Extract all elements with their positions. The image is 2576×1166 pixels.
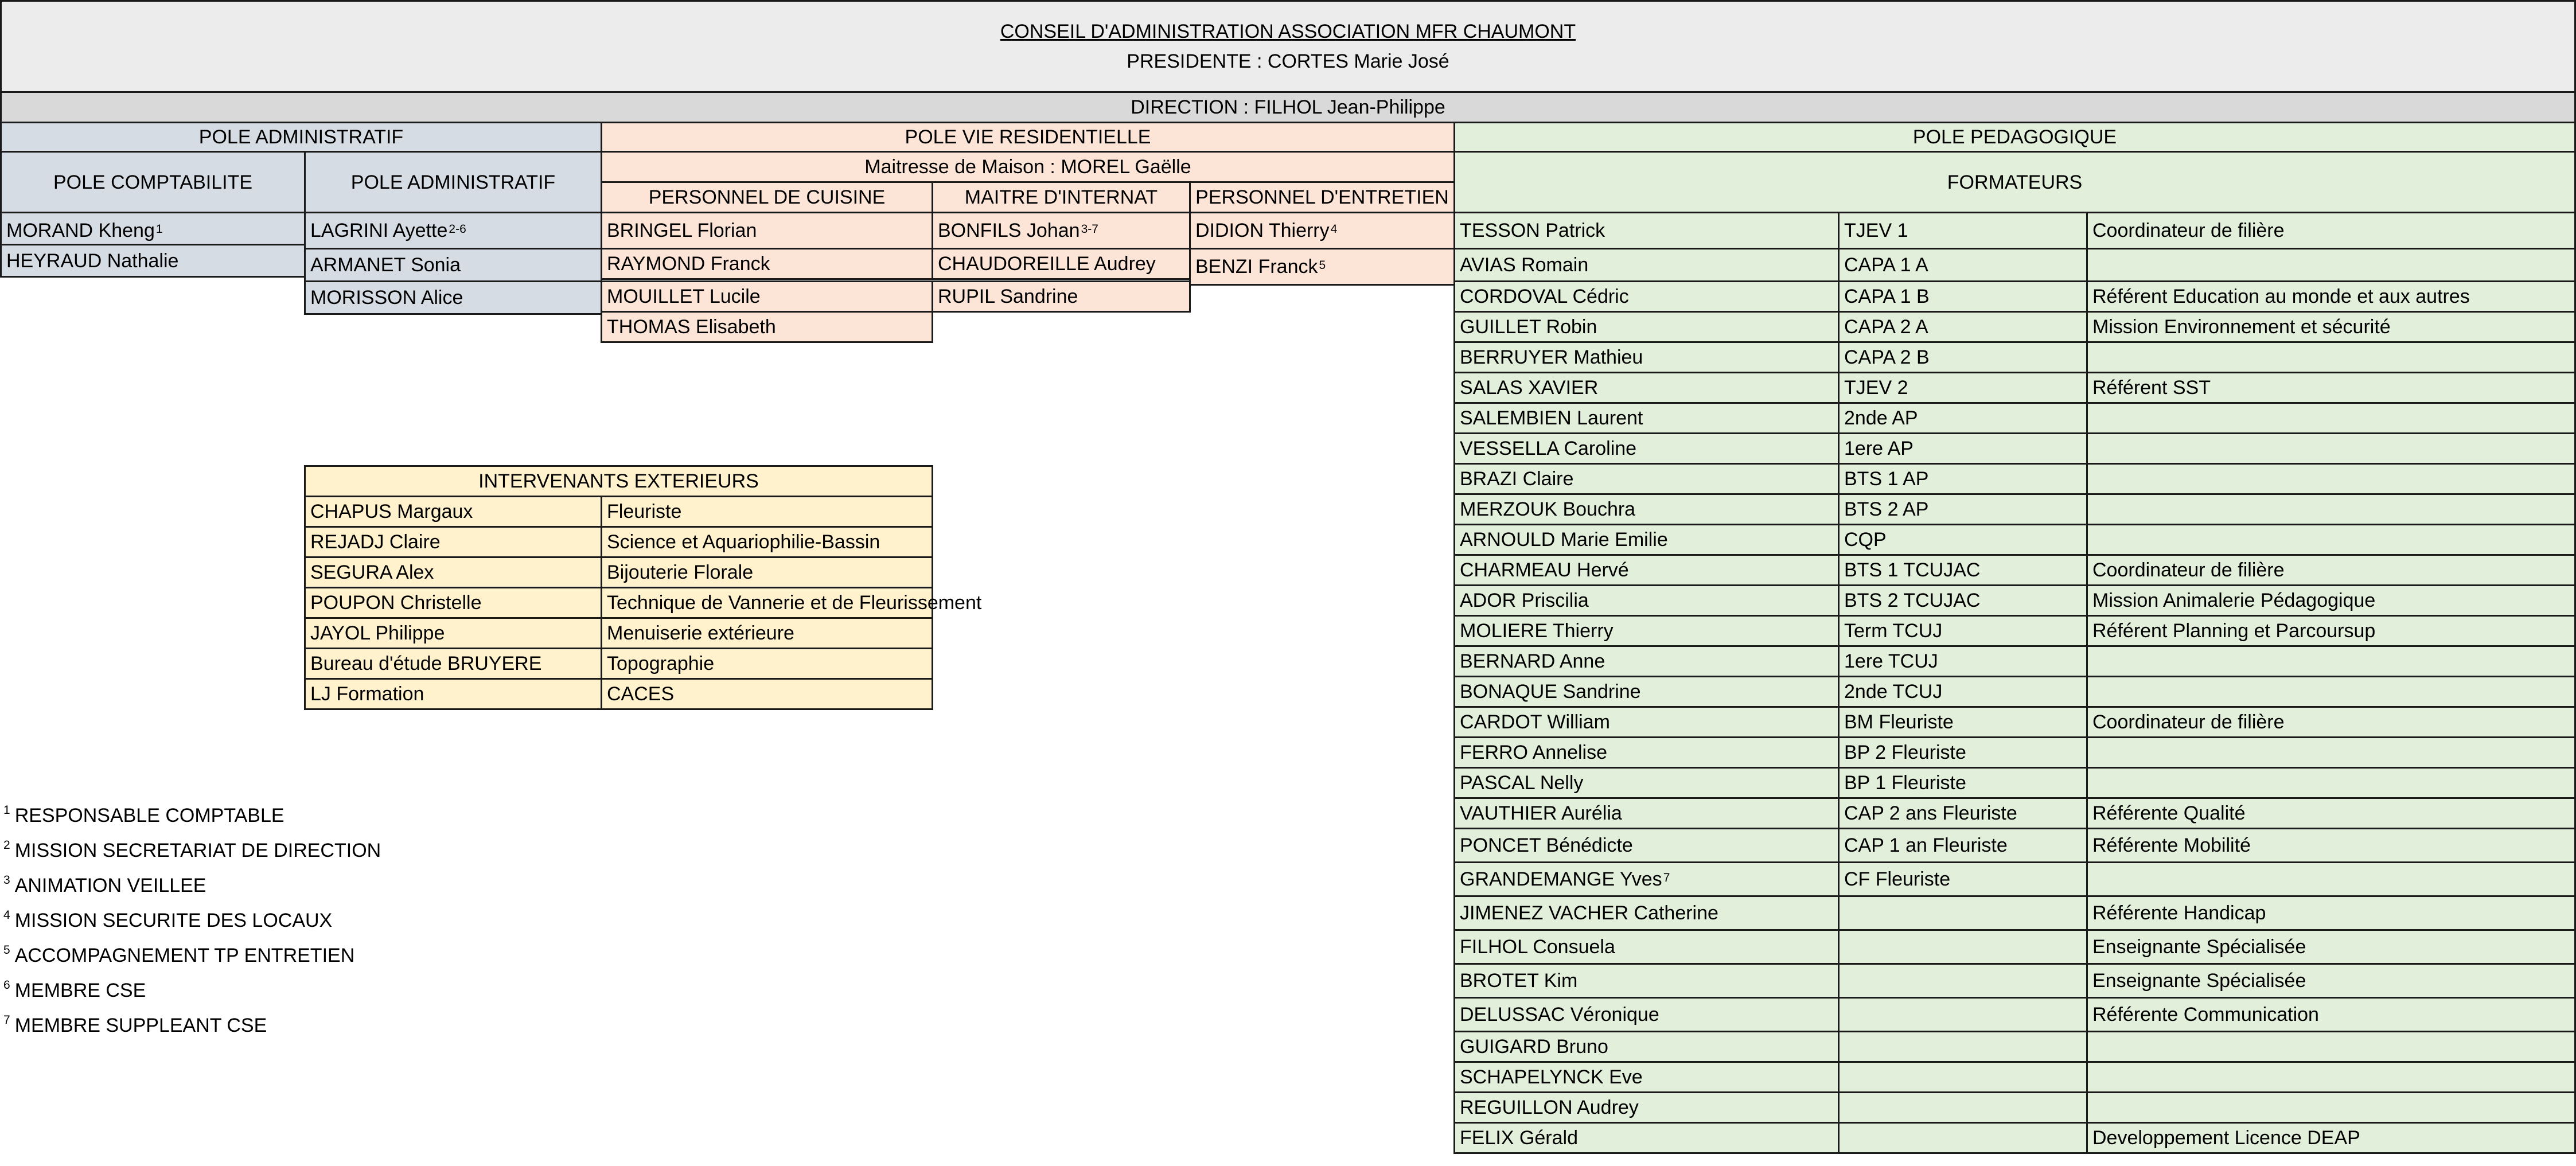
intervenant-name	[304, 678, 602, 710]
footnote-item	[3, 978, 146, 1001]
cuisine-row	[601, 280, 933, 313]
formateur-role	[2086, 736, 2576, 769]
intervenant-name	[304, 526, 602, 558]
cell-text: THOMAS Elisabeth	[607, 316, 776, 338]
footnote-text: MEMBRE CSE	[14, 980, 146, 1001]
cell-text: SCHAPELYNCK Eve	[1460, 1066, 1643, 1088]
intervenant-name	[304, 648, 602, 680]
cell-text: LJ Formation	[310, 683, 424, 705]
cuisine-row	[601, 212, 933, 249]
formateur-name	[1453, 341, 1840, 373]
formateur-classe	[1838, 311, 2088, 343]
cell-text: CORDOVAL Cédric	[1460, 286, 1629, 307]
cell-text: Référent Planning et Parcoursup	[2092, 620, 2376, 642]
cell-text: BP 2 Fleuriste	[1844, 742, 1966, 763]
formateur-role	[2086, 248, 2576, 282]
administratif-row: LAGRINI Ayette $^{2-6}$	[304, 212, 602, 249]
cell-text: FERRO Annelise	[1460, 742, 1607, 763]
cell-text: Référent SST	[2092, 377, 2211, 399]
formateur-name	[1453, 736, 1840, 769]
formateur-classe	[1838, 1031, 2088, 1063]
cell-text: JIMENEZ VACHER Catherine	[1460, 902, 1718, 924]
cell-text: HEYRAUD Nathalie	[6, 249, 179, 272]
cell-text: RAYMOND Franck	[607, 253, 770, 275]
cell-text: FELIX Gérald	[1460, 1127, 1578, 1149]
cell-text: BTS 2 TCUJAC	[1844, 590, 1981, 611]
cell-text: BTS 2 AP	[1844, 498, 1929, 520]
formateur-name	[1453, 554, 1840, 586]
cell-text: Référente Handicap	[2092, 902, 2266, 924]
formateurs-header: FORMATEURS	[1453, 151, 2576, 213]
cell-text: CAPA 2 B	[1844, 346, 1930, 368]
formateur-classe	[1838, 493, 2088, 525]
cell-text: 1ere TCUJ	[1844, 650, 1938, 672]
formateur-role	[2086, 432, 2576, 465]
cell-text: BERNARD Anne	[1460, 650, 1605, 672]
intervenant-name	[304, 587, 602, 619]
header-block	[0, 0, 2576, 93]
formateur-role	[2086, 341, 2576, 373]
formateur-role	[2086, 402, 2576, 434]
internat-row	[932, 248, 1191, 280]
footnote-number: 4	[3, 908, 10, 922]
cell-text: CARDOT William	[1460, 711, 1610, 733]
footnote-item	[3, 838, 381, 861]
formateur-name	[1453, 797, 1840, 829]
formateur-name	[1453, 706, 1840, 738]
cell-text: Référente Communication	[2092, 1004, 2319, 1025]
internat-row: BONFILS Johan $^{3-7}$	[932, 212, 1191, 249]
intervenant-name	[304, 556, 602, 588]
formateur-classe	[1838, 432, 2088, 465]
cell-text: Coordinateur de filière	[2092, 559, 2285, 581]
cell-text: CHAPUS Margaux	[310, 501, 473, 522]
personnel-entretien-header: PERSONNEL D'ENTRETIEN	[1189, 181, 1455, 213]
cell-text: BONFILS Johan	[938, 220, 1080, 241]
formateur-name	[1453, 828, 1840, 863]
cell-text: ARNOULD Marie Emilie	[1460, 529, 1668, 551]
cell-text: 2nde TCUJ	[1844, 681, 1943, 703]
cell-text: GRANDEMANGE Yves	[1460, 868, 1662, 890]
maitresse-de-maison: Maitresse de Maison : MOREL Gaëlle	[601, 151, 1455, 183]
formateur-name	[1453, 402, 1840, 434]
cell-text: CAPA 2 A	[1844, 316, 1928, 338]
formateur-classe	[1838, 736, 2088, 769]
cell-text: DELUSSAC Véronique	[1460, 1004, 1659, 1025]
cell-text: Référente Mobilité	[2092, 834, 2251, 856]
footnote-number: 7	[3, 1013, 10, 1027]
formateur-classe	[1838, 372, 2088, 404]
cell-text: CF Fleuriste	[1844, 868, 1951, 890]
formateur-name	[1453, 615, 1840, 647]
formateur-name	[1453, 1061, 1840, 1093]
footnote-text: MISSION SECURITE DES LOCAUX	[14, 910, 333, 931]
formateur-name	[1453, 248, 1840, 282]
cell-text: JAYOL Philippe	[310, 622, 445, 644]
footnote-text: ANIMATION VEILLEE	[14, 875, 206, 896]
cell-text: Enseignante Spécialisée	[2092, 936, 2306, 958]
formateur-role	[2086, 645, 2576, 677]
cell-text: TJEV 2	[1844, 377, 1908, 399]
administratif-row	[304, 280, 602, 315]
formateur-role	[2086, 1031, 2576, 1063]
cell-text: POUPON Christelle	[310, 592, 482, 614]
formateur-role	[2086, 372, 2576, 404]
board-title: CONSEIL D'ADMINISTRATION ASSOCIATION MFR CHAUMONT	[1000, 21, 1576, 42]
formateur-classe	[1838, 929, 2088, 965]
cell-text: Bureau d'étude BRUYERE	[310, 653, 542, 674]
formateur-role	[2086, 1091, 2576, 1124]
comptabilite-row	[0, 244, 306, 278]
cell-text: Mission Environnement et sécurité	[2092, 316, 2391, 338]
cell-text: ARMANET Sonia	[310, 254, 461, 276]
formateur-name	[1453, 676, 1840, 708]
direction-label: DIRECTION : FILHOL Jean-Philippe	[0, 91, 2576, 123]
formateur-name	[1453, 1031, 1840, 1063]
intervenant-domaine	[601, 648, 933, 680]
footnote-item	[3, 943, 355, 966]
formateur-role	[2086, 861, 2576, 897]
formateur-classe	[1838, 645, 2088, 677]
footnote-number: 3	[3, 873, 10, 887]
cuisine-row	[601, 248, 933, 280]
cell-text: Topographie	[607, 653, 715, 674]
formateur-role	[2086, 997, 2576, 1032]
formateur-name	[1453, 645, 1840, 677]
footnote-item	[3, 1013, 267, 1036]
formateur-classe	[1838, 554, 2088, 586]
formateur-classe	[1838, 463, 2088, 495]
formateur-classe	[1838, 615, 2088, 647]
formateur-classe	[1838, 706, 2088, 738]
pole-administratif-header: POLE ADMINISTRATIF	[304, 151, 602, 213]
cell-text: CAP 2 ans Fleuriste	[1844, 802, 2017, 824]
pole-pedagogique-title: POLE PEDAGOGIQUE	[1453, 122, 2576, 153]
cell-text: SALEMBIEN Laurent	[1460, 407, 1643, 429]
intervenants-exterieurs-title: INTERVENANTS EXTERIEURS	[304, 465, 933, 497]
pole-vie-residentielle-title: POLE VIE RESIDENTIELLE	[601, 122, 1455, 153]
cell-text: CAP 1 an Fleuriste	[1844, 834, 2008, 856]
intervenant-domaine	[601, 678, 933, 710]
formateur-role	[2086, 929, 2576, 965]
formateur-classe	[1838, 402, 2088, 434]
intervenant-domaine	[601, 587, 982, 619]
footnote-text: RESPONSABLE COMPTABLE	[14, 805, 285, 826]
pole-comptabilite-header: POLE COMPTABILITE	[0, 151, 306, 213]
cell-text: DIDION Thierry	[1195, 220, 1330, 241]
entretien-row: BENZI Franck $^5$	[1189, 248, 1455, 286]
internat-row	[932, 280, 1191, 313]
formateur-role	[2086, 280, 2576, 313]
administratif-row	[304, 248, 602, 282]
cell-text: Bijouterie Florale	[607, 561, 754, 583]
formateur-role	[2086, 493, 2576, 525]
formateur-classe	[1838, 584, 2088, 617]
cell-text: BRAZI Claire	[1460, 468, 1574, 490]
formateur-name	[1453, 895, 1840, 931]
footnote-item	[3, 908, 333, 931]
cell-text: RUPIL Sandrine	[938, 286, 1078, 307]
cell-text: CHAUDOREILLE Audrey	[938, 253, 1156, 275]
formateur-classe	[1838, 1091, 2088, 1124]
formateur-role	[2086, 963, 2576, 999]
cell-text: Developpement Licence DEAP	[2092, 1127, 2360, 1149]
formateur-classe	[1838, 895, 2088, 931]
cell-text: MOUILLET Lucile	[607, 286, 761, 307]
formateur-role	[2086, 706, 2576, 738]
formateur-name	[1453, 767, 1840, 799]
cell-text: Mission Animalerie Pédagogique	[2092, 590, 2376, 611]
formateur-role	[2086, 463, 2576, 495]
cell-text: BRINGEL Florian	[607, 220, 757, 241]
formateur-role	[2086, 311, 2576, 343]
formateur-name: GRANDEMANGE Yves $^7$	[1453, 861, 1840, 897]
cell-text: SALAS XAVIER	[1460, 377, 1599, 399]
cell-text: Term TCUJ	[1844, 620, 1943, 642]
intervenant-domaine	[601, 556, 933, 588]
formateur-role	[2086, 828, 2576, 863]
intervenant-name	[304, 496, 602, 528]
formateur-classe	[1838, 963, 2088, 999]
formateur-name	[1453, 432, 1840, 465]
footnote-number: 6	[3, 978, 10, 992]
cell-text: 1ere AP	[1844, 438, 1914, 459]
cell-text: CAPA 1 B	[1844, 286, 1930, 307]
footnote-text: MEMBRE SUPPLEANT CSE	[14, 1015, 267, 1036]
cell-text: CHARMEAU Hervé	[1460, 559, 1629, 581]
formateur-classe	[1838, 524, 2088, 556]
cell-text: BERRUYER Mathieu	[1460, 346, 1643, 368]
formateur-role	[2086, 615, 2576, 647]
formateur-classe	[1838, 767, 2088, 799]
formateur-classe	[1838, 676, 2088, 708]
formateur-name	[1453, 929, 1840, 965]
formateur-name	[1453, 463, 1840, 495]
cell-text: Fleuriste	[607, 501, 682, 522]
maitre-internat-header: MAITRE D'INTERNAT	[932, 181, 1191, 213]
formateur-classe	[1838, 212, 2088, 249]
formateur-name	[1453, 524, 1840, 556]
cell-text: CACES	[607, 683, 675, 705]
formateur-classe	[1838, 341, 2088, 373]
formateur-role	[2086, 524, 2576, 556]
formateur-name	[1453, 963, 1840, 999]
intervenant-name	[304, 617, 602, 649]
cell-text: BP 1 Fleuriste	[1844, 772, 1966, 794]
formateur-role	[2086, 767, 2576, 799]
formateur-classe	[1838, 1122, 2088, 1154]
cell-text: VAUTHIER Aurélia	[1460, 802, 1622, 824]
cell-text: TESSON Patrick	[1460, 220, 1605, 241]
formateur-role	[2086, 554, 2576, 586]
formateur-name	[1453, 212, 1840, 249]
formateur-role	[2086, 212, 2576, 249]
formateur-classe	[1838, 861, 2088, 897]
personnel-cuisine-header: PERSONNEL DE CUISINE	[601, 181, 933, 213]
pole-administratif-title: POLE ADMINISTRATIF	[0, 122, 602, 153]
formateur-role	[2086, 584, 2576, 617]
formateur-role	[2086, 1122, 2576, 1154]
formateur-name	[1453, 311, 1840, 343]
cell-text: BTS 1 AP	[1844, 468, 1929, 490]
formateur-classe	[1838, 997, 2088, 1032]
formateur-role	[2086, 895, 2576, 931]
cell-text: Science et Aquariophilie-Bassin	[607, 531, 880, 553]
formateur-role	[2086, 676, 2576, 708]
footnote-number: 5	[3, 943, 10, 957]
footnote-text: ACCOMPAGNEMENT TP ENTRETIEN	[14, 945, 355, 966]
cell-text: FILHOL Consuela	[1460, 936, 1615, 958]
footnote-text: MISSION SECRETARIAT DE DIRECTION	[14, 840, 381, 861]
cell-text: MERZOUK Bouchra	[1460, 498, 1636, 520]
formateur-role	[2086, 797, 2576, 829]
cell-text: LAGRINI Ayette	[310, 220, 448, 241]
cell-text: Coordinateur de filière	[2092, 711, 2285, 733]
cell-text: REGUILLON Audrey	[1460, 1097, 1639, 1118]
cell-text: SEGURA Alex	[310, 561, 434, 583]
cell-text: MOLIERE Thierry	[1460, 620, 1614, 642]
formateur-classe	[1838, 828, 2088, 863]
footnote-item	[3, 803, 285, 826]
cell-text: GUILLET Robin	[1460, 316, 1597, 338]
comptabilite-row: MORAND Kheng $^1$	[0, 212, 306, 249]
cell-text: CQP	[1844, 529, 1887, 551]
formateur-classe	[1838, 248, 2088, 282]
cell-text: GUIGARD Bruno	[1460, 1036, 1608, 1058]
formateur-name	[1453, 997, 1840, 1032]
formateur-classe	[1838, 280, 2088, 313]
cell-text: Menuiserie extérieure	[607, 622, 794, 644]
formateur-name	[1453, 493, 1840, 525]
cell-text: ADOR Priscilia	[1460, 590, 1589, 611]
cuisine-row	[601, 311, 933, 343]
cell-text: CAPA 1 A	[1844, 254, 1928, 276]
intervenant-domaine	[601, 496, 933, 528]
entretien-row: DIDION Thierry $^4$	[1189, 212, 1455, 249]
formateur-name	[1453, 1122, 1840, 1154]
president-label: PRESIDENTE : CORTES Marie José	[1127, 50, 1449, 72]
formateur-name	[1453, 372, 1840, 404]
cell-text: 2nde AP	[1844, 407, 1918, 429]
formateur-classe	[1838, 1061, 2088, 1093]
footnote-item	[3, 873, 206, 896]
cell-text: PASCAL Nelly	[1460, 772, 1584, 794]
formateur-name	[1453, 584, 1840, 617]
cell-text: BENZI Franck	[1195, 256, 1318, 278]
footnote-number: 2	[3, 838, 10, 852]
formateur-name	[1453, 280, 1840, 313]
cell-text: Référent Education au monde et aux autres	[2092, 286, 2470, 307]
cell-text: VESSELLA Caroline	[1460, 438, 1637, 459]
cell-text: Enseignante Spécialisée	[2092, 970, 2306, 992]
cell-text: Coordinateur de filière	[2092, 220, 2285, 241]
cell-text: BM Fleuriste	[1844, 711, 1954, 733]
cell-text: Technique de Vannerie et de Fleurissement	[607, 592, 982, 614]
cell-text: BROTET Kim	[1460, 970, 1578, 992]
cell-text: TJEV 1	[1844, 220, 1908, 241]
formateur-classe	[1838, 797, 2088, 829]
cell-text: MORAND Kheng	[6, 220, 155, 241]
intervenant-domaine	[601, 617, 933, 649]
cell-text: MORISSON Alice	[310, 287, 463, 309]
cell-text: AVIAS Romain	[1460, 254, 1589, 276]
cell-text: PONCET Bénédicte	[1460, 834, 1633, 856]
footnote-number: 1	[3, 803, 10, 817]
cell-text: BTS 1 TCUJAC	[1844, 559, 1981, 581]
formateur-name	[1453, 1091, 1840, 1124]
cell-text: BONAQUE Sandrine	[1460, 681, 1641, 703]
formateur-role	[2086, 1061, 2576, 1093]
intervenant-domaine	[601, 526, 933, 558]
cell-text: Référente Qualité	[2092, 802, 2246, 824]
cell-text: REJADJ Claire	[310, 531, 441, 553]
